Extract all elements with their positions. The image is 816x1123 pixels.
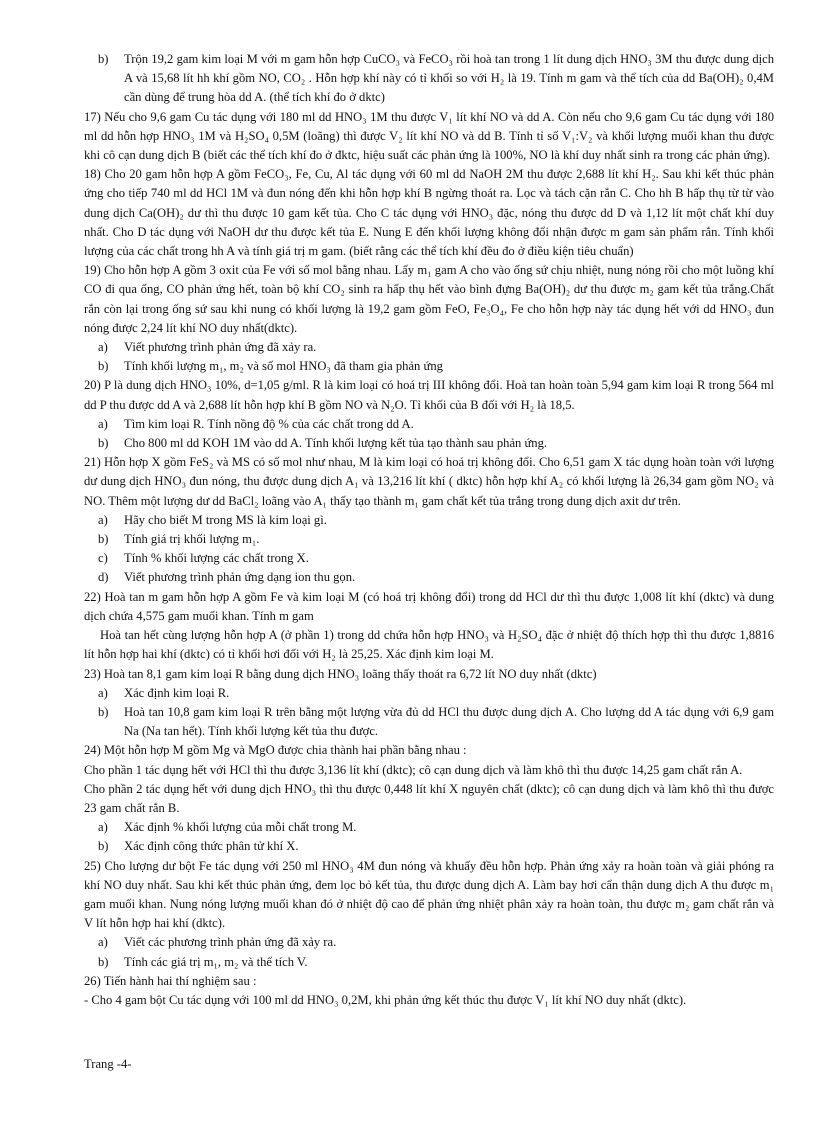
- sub-item: [84, 568, 774, 587]
- sub-item: [84, 338, 774, 357]
- paragraph: 19) Cho hỗn hợp A gồm 3 oxit của Fe với số mol bằng nhau. Lấy m₁ gam A cho vào ống sứ chịu nhiệt, nung nóng rồi cho một luồng khí CO đi qua ống, CO phản ứng hết, toàn bộ khí CO₂ sinh ra hấp thụ hết vào bình đựng Ba(OH)₂ dư thu được m₂ gam kết tủa trắng.Chất rắn còn lại trong ống sứ sau khi nung có khối lượng là 19,2 gam gồm FeO, Fe₃O₄, Fe cho hỗn hợp này tác dụng hết với dd HNO₃ đun nóng được 2,24 lít khí NO duy nhất(dktc).: [84, 263, 774, 335]
- paragraph: 20) P là dung dịch HNO₃ 10%, d=1,05 g/ml. R là kim loại có hoá trị III không đổi. Hoà tan hoàn toàn 5,94 gam kim loại R trong 564 ml dd P thu được dd A và 2,688 lít hỗn hợp khí B gồm NO và N₂O. Tỉ khối của B đối với H₂ là 18,5.: [84, 378, 774, 412]
- sub-item-text: Trộn 19,2 gam kim loại M với m gam hỗn hợp CuCO₃ và FeCO₃ rồi hoà tan trong 1 lít dung dịch HNO₃ 3M thu được dung dịch A và 15,68 lít hh khí gồm NO, CO₂ . Hỗn hợp khí này có tỉ khối so với H₂ là 19. Tính m gam và thể tích của dd Ba(OH)₂ 0,4M cần dùng để trung hòa dd A. (thể tích khí đo ở dktc): [124, 52, 774, 105]
- paragraph: 17) Nếu cho 9,6 gam Cu tác dụng với 180 ml dd HNO₃ 1M thu được V₁ lít khí NO và dd A. Còn nếu cho 9,6 gam Cu tác dụng với 180 ml dd hỗn hợp HNO₃ 1M và H₂SO₄ 0,5M (loãng) thì được V₂ lít khí NO và dd B. Tính tỉ số V₁:V₂ và khối lượng muối khan thu được khi cô cạn dung dịch B (biết các thể tích khí đo ở đktc, hiệu suất các phản ứng là 100%, NO là khí duy nhất sinh ra trong các phản ứng).: [84, 109, 774, 163]
- paragraph: 22) Hoà tan m gam hỗn hợp A gồm Fe và kim loại M (có hoá trị không đổi) trong dd HCl dư thì thu được 1,008 lít khí (dktc) và dung dịch chứa 4,575 gam muối khan. Tính m gam: [84, 589, 774, 623]
- sub-item: [84, 837, 774, 856]
- sub-item: [84, 530, 774, 549]
- sub-item-label: a): [98, 340, 108, 355]
- sub-item-text: Tính giá trị khối lượng m₁.: [124, 532, 260, 547]
- sub-item-text: Tính % khối lượng các chất trong X.: [124, 551, 309, 566]
- sub-item-text: Xác định kim loại R.: [124, 685, 230, 700]
- sub-item-label: b): [98, 52, 109, 66]
- paragraph: 23) Hoà tan 8,1 gam kim loại R bằng dung dịch HNO₃ loãng thấy thoát ra 6,72 lít NO duy nhất (dktc): [84, 666, 597, 681]
- sub-item-text: Viết phương trình phản ứng dạng ion thu gọn.: [124, 570, 356, 585]
- sub-item-label: d): [98, 570, 109, 585]
- sub-item-label: b): [98, 359, 109, 374]
- paragraph: Cho phần 1 tác dụng hết với HCl thì thu được 3,136 lít khí (dktc); cô cạn dung dịch và làm khô thì thu được 14,25 gam chất rắn A.: [84, 762, 743, 777]
- sub-item-text: Tính các giá trị m₁, m₂ và thể tích V.: [124, 954, 308, 969]
- page-footer: Trang -4-: [84, 1057, 132, 1071]
- sub-item-text: Xác định % khối lượng của mỗi chất trong M.: [124, 820, 357, 835]
- document-body: [84, 50, 774, 1010]
- sub-item: [84, 415, 774, 434]
- sub-item: [84, 434, 774, 453]
- paragraph: 18) Cho 20 gam hỗn hợp A gồm FeCO₃, Fe, Cu, Al tác dụng với 60 ml dd NaOH 2M thu được 2,688 lít khí H₂. Sau khi kết thúc phản ứng cho tiếp 740 ml dd HCl 1M và đun nóng đến khi hỗn hợp khí B ngừng thoát ra. Lọc và tách cặn rắn C. Cho hh B hấp thụ từ từ vào dung dịch Ca(OH)₂ dư thì thu được 10 gam kết tủa. Cho C tác dụng với HNO₃ đặc, nóng thu được dd D và 1,12 lít một chất khí duy nhất. Cho D tác dụng với NaOH dư thu được kết tủa E. Nung E đến khối lượng không đổi nhận được m gam sản phẩm rắn. Tính khối lượng của các chất trong hh A và tính giá trị m gam. (biết rằng các thể tích khí đều đo ở điều kiện tiêu chuẩn): [84, 167, 774, 259]
- paragraph: Cho phần 2 tác dụng hết với dung dịch HNO₃ thì thu được 0,448 lít khí X nguyên chất (dktc); cô cạn dung dịch và làm khô thì thu được 23 gam chất rắn B.: [84, 781, 774, 815]
- sub-item-text: Viết phương trình phản ứng đã xảy ra.: [124, 340, 317, 355]
- sub-item-text: Hoà tan 10,8 gam kim loại R trên bằng một lượng vừa đủ dd HCl thu được dung dịch A. Cho lượng dd A tác dụng với 6,9 gam Na (Na tan hết). Tính khối lượng kết tủa thu được.: [124, 704, 774, 739]
- paragraph: 24) Một hỗn hợp M gồm Mg và MgO được chia thành hai phần bằng nhau :: [84, 743, 467, 758]
- sub-item: [84, 703, 774, 741]
- sub-item: [84, 357, 774, 376]
- sub-item-text: Hãy cho biết M trong MS là kim loại gì.: [124, 512, 327, 527]
- sub-item-label: a): [98, 416, 108, 431]
- paragraph: 26) Tiến hành hai thí nghiệm sau :: [84, 973, 257, 988]
- sub-item-text: Xác định công thức phân tử khí X.: [124, 839, 299, 854]
- sub-item-text: Cho 800 ml dd KOH 1M vào dd A. Tính khối lượng kết tủa tạo thành sau phản ứng.: [124, 436, 548, 451]
- paragraph: 25) Cho lượng dư bột Fe tác dụng với 250 ml HNO₃ 4M đun nóng và khuấy đều hỗn hợp. Phản ứng xảy ra hoàn toàn và giải phóng ra khí NO duy nhất. Sau khi kết thúc phản ứng, đem lọc bỏ kết tủa, thu được dung dịch A. Làm bay hơi cẩn thận dung dịch A thu được m₁ gam muối khan. Nung nóng lượng muối khan đó ở nhiệt độ cao để phản ứng nhiệt phân xảy ra hoàn toàn, thu được m₂ gam chất rắn và V lít hỗn hợp hai khí (dktc).: [84, 858, 774, 931]
- sub-item-text: Tính khối lượng m₁, m₂ và số mol HNO₃ đã tham gia phản ứng: [124, 359, 443, 374]
- sub-item-label: b): [98, 704, 109, 719]
- sub-item: [84, 684, 774, 703]
- sub-item: [84, 50, 774, 108]
- sub-item-label: c): [98, 551, 108, 566]
- paragraph: - Cho 4 gam bột Cu tác dụng với 100 ml dd HNO₃ 0,2M, khi phản ứng kết thúc thu được V₁ lít khí NO duy nhất (dktc).: [84, 992, 687, 1007]
- sub-item-label: a): [98, 935, 108, 950]
- paragraph: Hoà tan hết cùng lượng hỗn hợp A (ở phần 1) trong dd chứa hỗn hợp HNO₃ và H₂SO₄ đặc ở nhiệt độ thích hợp thì thu được 1,8816 lít hỗn hợp hai khí (dktc) có tỉ khối hơi đối với H₂ là 25,25. Xác định kim loại M.: [84, 628, 774, 662]
- sub-item-label: b): [98, 532, 109, 547]
- sub-item: [84, 953, 774, 972]
- sub-item-label: b): [98, 436, 109, 451]
- sub-item-text: Tìm kim loại R. Tính nồng độ % của các chất trong dd A.: [124, 416, 414, 431]
- sub-item-label: b): [98, 954, 109, 969]
- sub-item: [84, 818, 774, 837]
- sub-item-label: a): [98, 685, 108, 700]
- sub-item: [84, 511, 774, 530]
- sub-item-label: b): [98, 839, 109, 854]
- sub-item-text: Viết các phương trình phản ứng đã xảy ra.: [124, 935, 337, 950]
- sub-item-label: a): [98, 820, 108, 835]
- sub-item: [84, 549, 774, 568]
- sub-item-label: a): [98, 512, 108, 527]
- sub-item: [84, 933, 774, 952]
- paragraph: 21) Hỗn hợp X gồm FeS₂ và MS có số mol như nhau, M là kim loại có hoá trị không đổi. Cho 6,51 gam X tác dụng hoàn toàn với lượng dư dung dịch HNO₃ đun nóng, thu được dung dịch A₁ và 13,216 lít khí ( dktc) hỗn hợp khí A₂ có khối lượng là 26,34 gam gồm NO₂ và NO. Thêm một lượng dư dd BaCl₂ loãng vào A₁ thấy tạo thành m₁ gam chất kết tủa trắng trong dung dịch axit dư trên.: [84, 455, 774, 508]
